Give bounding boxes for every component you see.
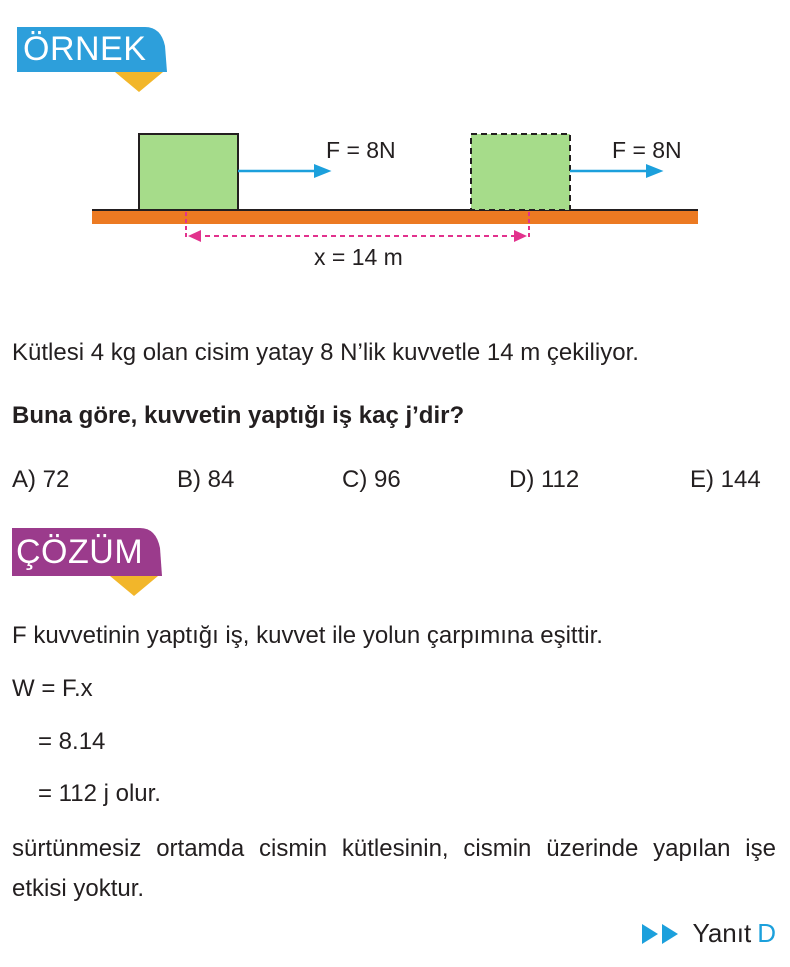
solution-step-2: = 112 j olur. — [38, 780, 161, 807]
solution-step-1: = 8.14 — [38, 728, 106, 755]
choice-b[interactable]: B) 84 — [177, 466, 235, 493]
distance-arrowhead-left — [188, 230, 201, 242]
example-badge-label: ÖRNEK — [23, 30, 147, 68]
solution-explanation: F kuvvetinin yaptığı iş, kuvvet ile yolun çarpımına eşittir. — [12, 622, 603, 649]
choice-a[interactable]: A) 72 — [12, 466, 70, 493]
question-prompt: Buna göre, kuvvetin yaptığı iş kaç j’dir? — [12, 402, 465, 429]
force-label-left: F = 8N — [326, 137, 396, 163]
physics-figure — [0, 100, 790, 280]
solution-formula: W = F.x — [12, 675, 93, 702]
choice-d[interactable]: D) 112 — [509, 466, 580, 493]
answer-prefix: Yanıt — [692, 918, 752, 948]
answer-choices — [0, 466, 790, 496]
answer-indicator — [642, 918, 776, 949]
ground-surface — [92, 210, 698, 224]
answer-letter: D — [757, 918, 776, 948]
distance-label: x = 14 m — [314, 244, 403, 270]
question-statement: Kütlesi 4 kg olan cisim yatay 8 N’lik kuvvetle 14 m çekiliyor. — [12, 339, 639, 366]
distance-arrowhead-right — [514, 230, 527, 242]
solution-badge — [12, 528, 162, 600]
double-arrow-icon — [642, 924, 680, 944]
solution-badge-label: ÇÖZÜM — [16, 533, 144, 571]
solution-note: sürtünmesiz ortamda cismin kütlesinin, cismin üzerinde yapılan işe etkisi yoktur. — [12, 835, 776, 902]
block-start — [139, 134, 238, 210]
block-end — [471, 134, 570, 210]
choice-e[interactable]: E) 144 — [690, 466, 761, 493]
choice-c[interactable]: C) 96 — [342, 466, 401, 493]
example-badge — [17, 22, 167, 94]
force-label-right: F = 8N — [612, 137, 682, 163]
